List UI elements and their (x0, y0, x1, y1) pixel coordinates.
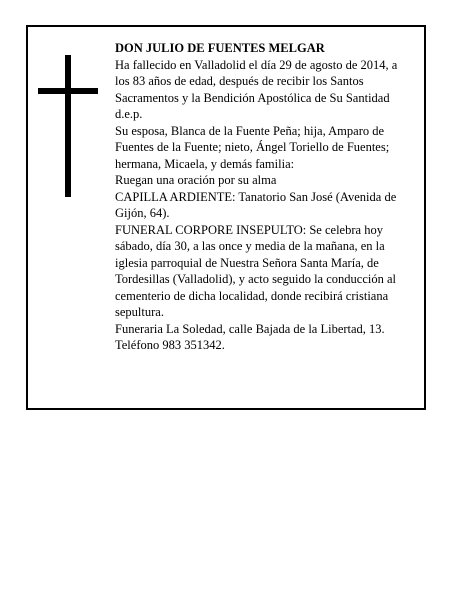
chapel-info: CAPILLA ARDIENTE: Tanatorio San José (Avenida de Gijón, 64). (115, 189, 397, 220)
family-list: Su esposa, Blanca de la Fuente Peña; hija, Amparo de Fuentes de la Fuente; nieto, Ángel Toriello de Fuentes; hermana, Micaela, y demás familia: (115, 123, 390, 171)
prayer-request: Ruegan una oración por su alma (115, 173, 277, 187)
latin-cross-icon (38, 55, 98, 197)
funeral-home-info: Funeraria La Soledad, calle Bajada de la Libertad, 13. Teléfono 983 351342. (115, 321, 385, 352)
rest-in-peace: d.e.p. (115, 107, 143, 121)
notice-body (115, 40, 415, 354)
death-announcement: Ha fallecido en Valladolid el día 29 de agosto de 2014, a los 83 años de edad, después de recibir los Santos Sacramentos y la Bendición Apostólica de Su Santidad (115, 57, 398, 105)
cross-vertical-bar (65, 55, 71, 197)
deceased-name: DON JULIO DE FUENTES MELGAR (115, 41, 325, 55)
funeral-info: FUNERAL CORPORE INSEPULTO: Se celebra hoy sábado, día 30, a las once y media de la mañana, en la iglesia parroquial de Nuestra Señora Santa María, de Tordesillas (Valladolid), y acto seguido la conducción al cementerio de dicha localidad, donde recibirá cristiana sepultura. (115, 222, 396, 319)
obituary-notice (26, 25, 426, 410)
cross-horizontal-bar (38, 88, 98, 94)
